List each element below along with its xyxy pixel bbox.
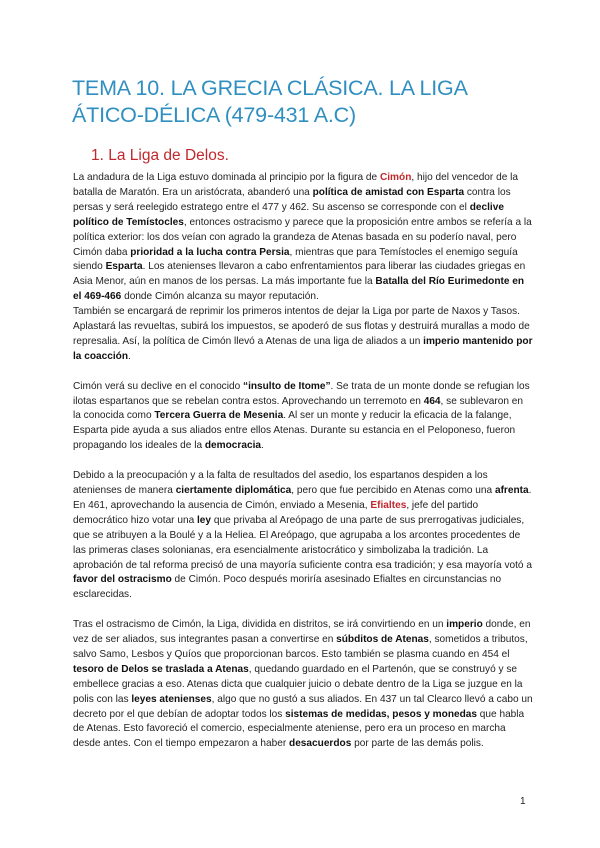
highlight-cimon: Cimón [379,172,412,183]
paragraph-1: La andadura de la Liga estuvo dominada al principio por la figura de Cimón, hijo del vencedor de la batalla de Maratón. Era un aristócrata, abanderó una política de amistad con Esparta contra los persas y será reelegido estratego entre el 477 y 462. Su ascenso se corresponde con el declive político de Temístocles, entonces ostracismo y parece que la proposición entre ambos se refería a la política exterior: los dos veían con agrado la grandeza de Atenas basada en su poderío naval, pero Cimón daba prioridad a la lucha contra Persia, mientras que para Temístocles el enemigo seguía siendo Esparta. Los atenienses llevaron a cabo enfrentamientos para liberar las ciudades griegas en Asia Menor, aún en manos de los persas. La más importante fue la Batalla del Río Eurimedonte en el 469-466 donde Cimón alcanza su mayor reputación. [73,172,532,303]
paragraph-2: También se encargará de reprimir los primeros intentos de dejar la Liga por parte de Naxos y Tasos. Aplastará las revueltas, subirá los impuestos, se apoderó de sus flotas y destruirá murallas a modo de represalia. Así, la política de Cimón llevó a Atenas de una liga de aliados a un imperio mantenido por la coacción. [73,306,533,362]
section-heading: 1. La Liga de Delos. [91,147,229,164]
page-number: 1 [520,796,526,807]
page-title: TEMA 10. LA GRECIA CLÁSICA. LA LIGA ÁTICO-DÉLICA (479-431 A.C) [72,76,467,127]
paragraph-4: Debido a la preocupación y a la falta de resultados del asedio, los espartanos despiden a los atenienses de manera ciertamente diplomática, pero que fue percibido en Atenas como una afrenta. En 461, aprovechando la ausencia de Cimón, enviado a Mesenia, Efialtes, jefe del partido democrático hizo votar una ley que privaba al Areópago de una parte de sus prerrogativas judiciales, que se atribuyen a la Boulé y a la Heliea. El Areópago, que agrupaba a los arcontes procedentes de las primeras clases solonianas, era esencialmente aristocrático y simbolizaba la tradición. La aprobación de tal reforma precisó de una mayoría suficiente contra esa tradición; y esa mayoría votó a favor del ostracismo de Cimón. Poco después moriría asesinado Efialtes en circunstancias no esclarecidas. [73,470,532,601]
paragraph-5: Tras el ostracismo de Cimón, la Liga, dividida en distritos, se irá convirtiendo en un imperio donde, en vez de ser aliados, sus integrantes pasan a convertirse en súbditos de Atenas, sometidos a tributos, salvo Samo, Lesbos y Quíos que proporcionan barcos. Esto también se plasma cuando en 454 el tesoro de Delos se traslada a Atenas, quedando guardado en el Partenón, que se construyó y se embellece gracias a eso. Atenas dicta que cualquier juicio o debate dentro de la Liga se juzgue en la polis con las leyes atenienses, algo que no gustó a sus aliados. En 437 un tal Clearco llevó a cabo un decreto por el que debían de adoptar todos los sistemas de medidas, pesos y monedas que habla de Atenas. Esto favoreció el comercio, especialmente ateniense, pero era un proceso en marcha desde antes. Con el tiempo empezaron a haber desacuerdos por parte de las demás polis. [73,619,533,750]
highlight-efialtes: Efialtes [370,499,407,511]
paragraph-3: Cimón verá su declive en el conocido “insulto de Itome”. Se trata de un monte donde se refugian los ilotas espartanos que se rebelan contra estos. Aprovechando un terremoto en 464, se sublevaron en la conocida como Tercera Guerra de Mesenia. Al ser un monte y reducir la eficacia de la falange, Esparta pide ayuda a sus aliados entre ellos Atenas. Durante su estancia en el Peloponeso, fueron propagando los ideales de la democracia. [73,380,530,452]
body-text [73,171,533,767]
